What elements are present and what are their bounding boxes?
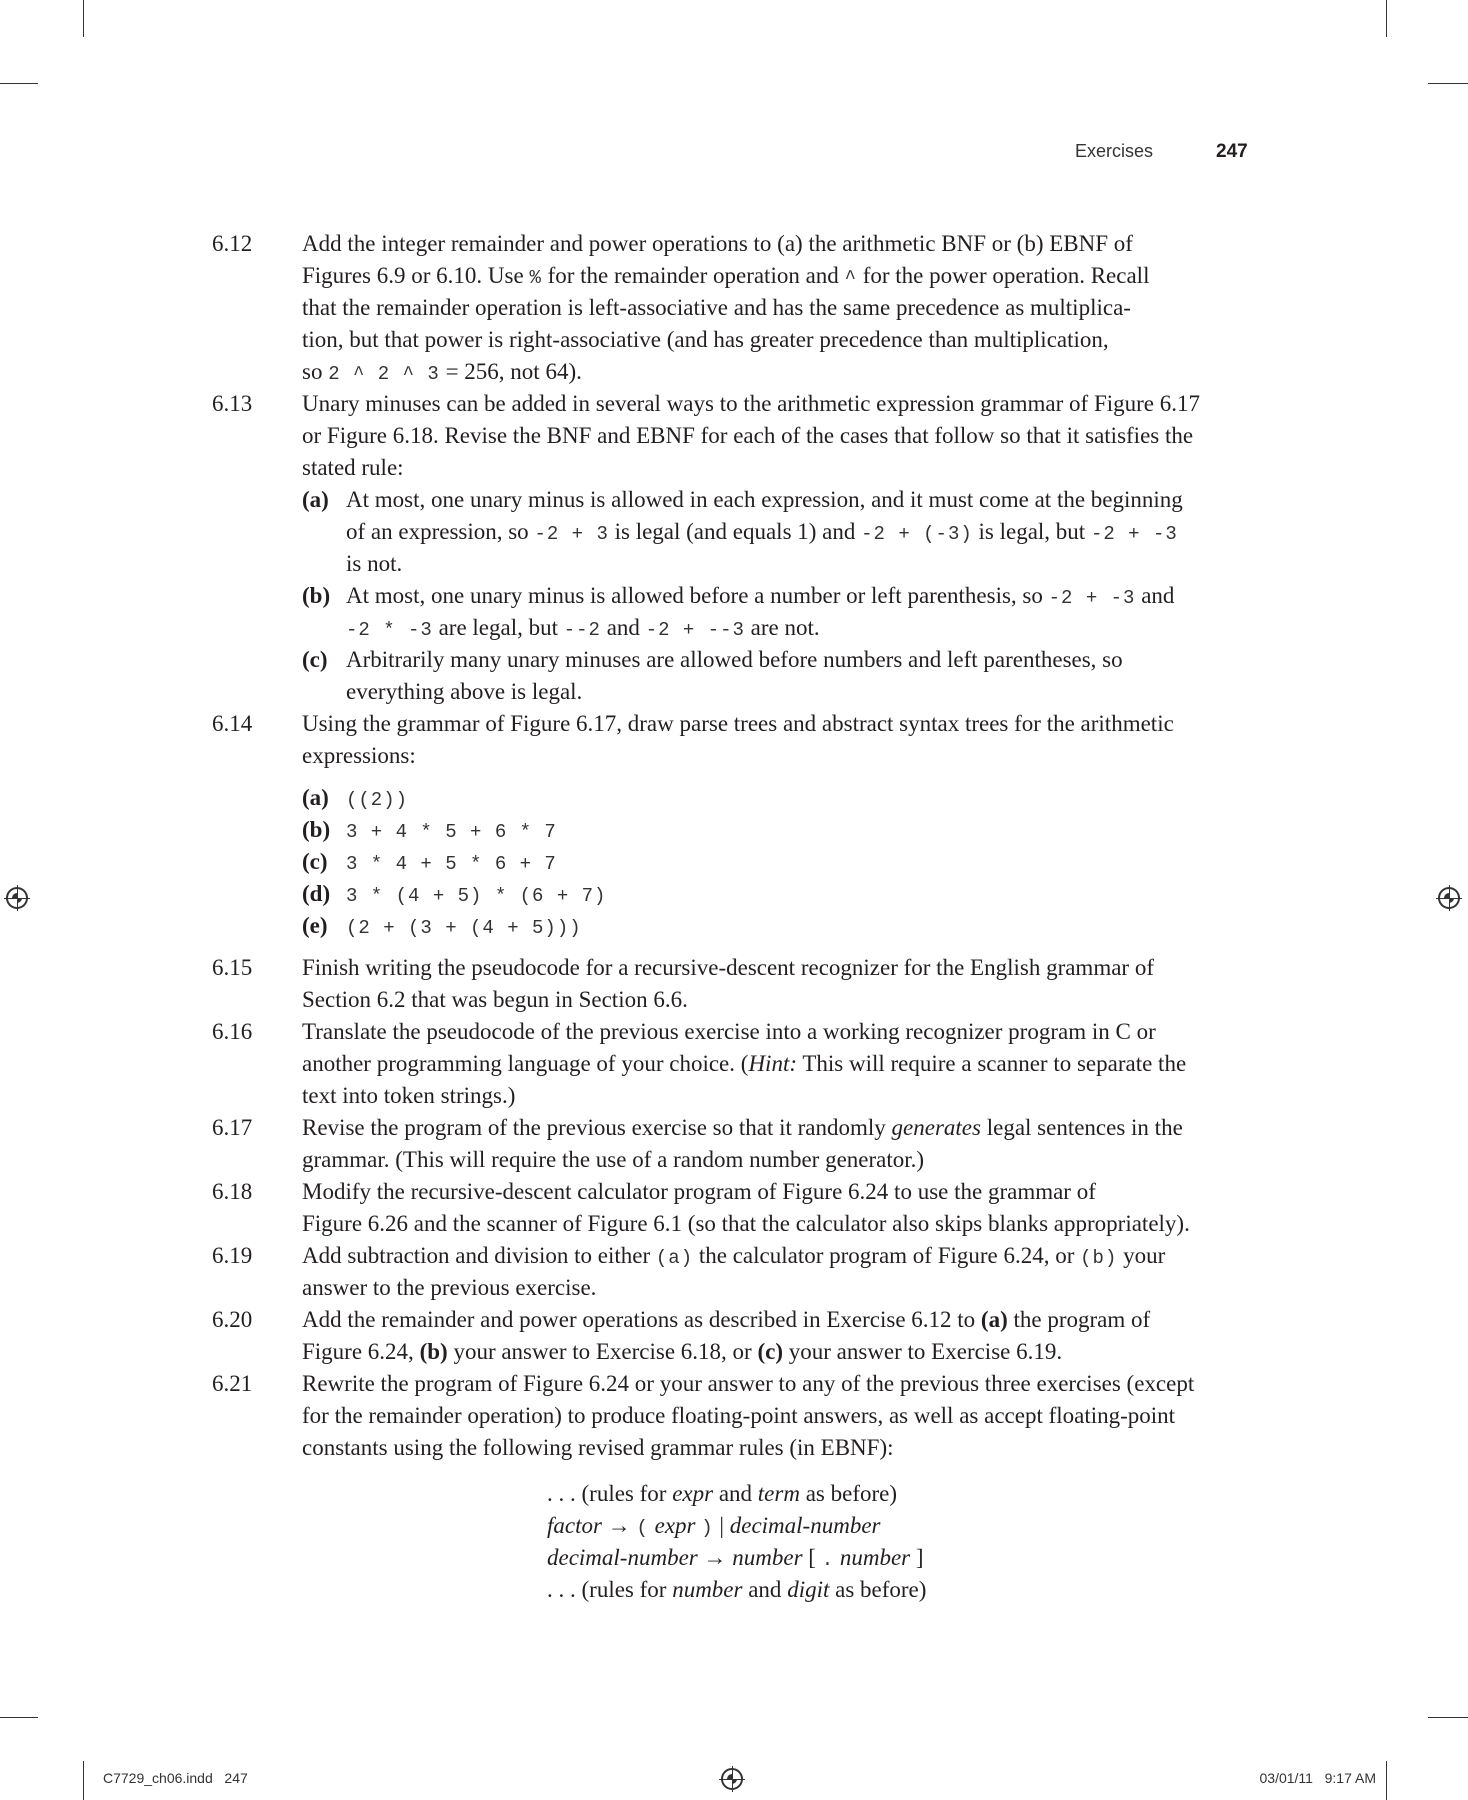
expression: [346, 878, 1272, 910]
exercise-text: [302, 1240, 1272, 1304]
exercise-text: [302, 1368, 1272, 1606]
code-fragment: -2 + -3: [1090, 523, 1178, 545]
crop-mark: [0, 83, 38, 84]
grammar-rule: . . . (rules for expr and term as before): [547, 1481, 898, 1506]
expression-item: [302, 814, 1272, 846]
italic-text: digit: [787, 1577, 830, 1602]
registration-mark-icon: [721, 1768, 743, 1790]
part-label: (c): [302, 647, 328, 672]
text-line: Figures 6.9 or 6.10. Use % for the remainder operation and ^ for the power operation. Recall: [302, 263, 1150, 289]
exercise-text: [302, 1112, 1272, 1176]
italic-text: number: [672, 1577, 743, 1602]
exercise-6-16: [212, 1016, 1272, 1112]
italic-text: expr: [672, 1481, 714, 1506]
crop-mark: [0, 1717, 38, 1718]
text-line: Translate the pseudocode of the previous exercise into a working recognizer program in C or: [302, 1019, 1156, 1044]
italic-text: decimal-number: [729, 1513, 881, 1538]
exercise-6-20: [212, 1304, 1272, 1368]
text-line: -2 * -3 are legal, but --2 and -2 + --3 are not.: [346, 615, 820, 641]
text-line: stated rule:: [302, 455, 404, 480]
text-line: Revise the program of the previous exercise so that it randomly generates legal sentences in the: [302, 1115, 1183, 1140]
italic-text: generates: [891, 1115, 981, 1140]
exercise-part: [302, 484, 1272, 580]
exercise-text: [302, 1304, 1272, 1368]
code-fragment: .: [821, 1549, 835, 1571]
bold-label: (a): [980, 1307, 1008, 1332]
exercise-6-14: [212, 708, 1272, 942]
expression-item: [302, 846, 1272, 878]
code-fragment: -2 + (-3): [861, 523, 973, 545]
crop-mark: [1386, 0, 1387, 37]
code-fragment: ^: [844, 267, 857, 289]
text-line: Finish writing the pseudocode for a recursive-descent recognizer for the English grammar of: [302, 955, 1154, 980]
code-fragment: -2 * -3: [346, 619, 433, 641]
code-fragment: %: [529, 267, 542, 289]
text-line: expressions:: [302, 743, 416, 768]
text-line: Add the integer remainder and power operations to (a) the arithmetic BNF or (b) EBNF of: [302, 231, 1133, 256]
code-fragment: (b): [1080, 1247, 1118, 1269]
exercise-6-13: [212, 388, 1272, 708]
exercise-text: [302, 228, 1272, 388]
grammar-rule: decimal-number → number [ . number ]: [547, 1545, 924, 1571]
crop-mark: [83, 1761, 84, 1800]
text-line: so 2 ^ 2 ^ 3 = 256, not 64).: [302, 359, 582, 385]
code-fragment: 3 * (4 + 5) * (6 + 7): [346, 885, 607, 907]
registration-mark-icon: [1438, 887, 1460, 909]
italic-text: expr: [654, 1513, 696, 1538]
expression-item: [302, 782, 1272, 814]
crop-mark: [1428, 83, 1468, 84]
expression-item: [302, 878, 1272, 910]
part-text: [346, 484, 1272, 580]
part-label: (e): [302, 913, 328, 938]
text-line: Arbitrarily many unary minuses are allowed before numbers and left parentheses, so: [346, 647, 1123, 672]
exercise-number: 6.21: [212, 1371, 253, 1396]
italic-text: number: [839, 1545, 911, 1570]
exercise-number: 6.13: [212, 391, 253, 416]
text-line: Modify the recursive-descent calculator program of Figure 6.24 to use the grammar of: [302, 1179, 1096, 1204]
text-line: Figure 6.24, (b) your answer to Exercise 6.18, or (c) your answer to Exercise 6.19.: [302, 1339, 1063, 1364]
exercise-6-12: [212, 228, 1272, 388]
part-label: (d): [302, 881, 331, 906]
part-label: (a): [302, 487, 329, 512]
text-line: for the remainder operation) to produce floating-point answers, as well as accept floating-point: [302, 1403, 1176, 1428]
code-fragment: ): [701, 1517, 714, 1539]
exercise-number: 6.15: [212, 955, 253, 980]
exercise-text: [302, 708, 1272, 942]
expression: [346, 910, 1272, 942]
expression: [346, 782, 1272, 814]
expression-item: [302, 910, 1272, 942]
text-line: that the remainder operation is left-associative and has the same precedence as multiplica-: [302, 295, 1131, 320]
footer-file-info: C7729_ch06.indd 247: [103, 1770, 248, 1786]
part-text: [346, 644, 1272, 708]
text-line: or Figure 6.18. Revise the BNF and EBNF for each of the cases that follow so that it satisfies the: [302, 423, 1194, 448]
exercise-6-18: [212, 1176, 1272, 1240]
text-line: Using the grammar of Figure 6.17, draw parse trees and abstract syntax trees for the arithmetic: [302, 711, 1174, 736]
bold-label: (b): [419, 1339, 448, 1364]
crop-mark: [1386, 1761, 1387, 1800]
exercise-number: 6.16: [212, 1019, 253, 1044]
exercise-number: 6.19: [212, 1243, 253, 1268]
part-label: (b): [302, 583, 331, 608]
grammar-rules: [547, 1478, 1272, 1606]
code-fragment: -2 + --3: [645, 619, 745, 641]
text-line: text into token strings.): [302, 1083, 516, 1108]
bold-label: (c): [757, 1339, 783, 1364]
text-line: Unary minuses can be added in several ways to the arithmetic expression grammar of Figure 6.17: [302, 391, 1201, 416]
exercise-part: [302, 644, 1272, 708]
text-line: At most, one unary minus is allowed in each expression, and it must come at the beginning: [346, 487, 1183, 512]
exercise-number: 6.18: [212, 1179, 253, 1204]
italic-text: decimal-number: [547, 1545, 698, 1570]
code-fragment: 3 * 4 + 5 * 6 + 7: [346, 853, 557, 875]
text-line: Figure 6.26 and the scanner of Figure 6.1 (so that the calculator also skips blanks appropriately).: [302, 1211, 1190, 1236]
italic-text: number: [732, 1545, 803, 1570]
text-line: constants using the following revised grammar rules (in EBNF):: [302, 1435, 894, 1460]
code-fragment: ((2)): [346, 789, 409, 811]
code-fragment: -2 + -3: [1048, 587, 1136, 609]
exercise-text: [302, 388, 1272, 708]
exercise-6-19: [212, 1240, 1272, 1304]
expression: [346, 846, 1272, 878]
text-line: another programming language of your choice. (Hint: This will require a scanner to separate the: [302, 1051, 1187, 1076]
exercise-text: [302, 1176, 1272, 1240]
grammar-rule: . . . (rules for number and digit as before): [547, 1577, 927, 1602]
exercise-number: 6.14: [212, 711, 253, 736]
exercise-part: [302, 580, 1272, 644]
part-text: [346, 580, 1272, 644]
text-line: answer to the previous exercise.: [302, 1275, 597, 1300]
code-fragment: -2 + 3: [534, 523, 609, 545]
text-line: At most, one unary minus is allowed before a number or left parenthesis, so -2 + -3 and: [346, 583, 1175, 609]
code-fragment: (: [636, 1517, 649, 1539]
text-line: Rewrite the program of Figure 6.24 or your answer to any of the previous three exercises (except: [302, 1371, 1195, 1396]
exercise-6-21: [212, 1368, 1272, 1606]
text-line: Add the remainder and power operations as described in Exercise 6.12 to (a) the program of: [302, 1307, 1151, 1332]
exercise-6-15: [212, 952, 1272, 1016]
registration-mark-icon: [6, 887, 28, 909]
text-line: of an expression, so -2 + 3 is legal (and equals 1) and -2 + (-3) is legal, but -2 + -3: [346, 519, 1178, 545]
code-fragment: --2: [563, 619, 601, 641]
exercise-text: [302, 1016, 1272, 1112]
text-line: everything above is legal.: [346, 679, 583, 704]
expression: [346, 814, 1272, 846]
exercise-number: 6.17: [212, 1115, 253, 1140]
italic-text: term: [757, 1481, 800, 1506]
exercise-text: [302, 952, 1272, 1016]
exercise-list: [212, 228, 1272, 1606]
exercise-number: 6.12: [212, 231, 253, 256]
part-label: (a): [302, 785, 329, 810]
running-header-section: Exercises: [1075, 141, 1154, 161]
text-line: Section 6.2 that was begun in Section 6.6.: [302, 987, 688, 1012]
italic-text: Hint:: [748, 1051, 797, 1076]
text-line: Add subtraction and division to either (a) the calculator program of Figure 6.24, or (b) your: [302, 1243, 1166, 1269]
footer-datetime: 03/01/11 9:17 AM: [1259, 1770, 1376, 1786]
code-fragment: 3 + 4 * 5 + 6 * 7: [346, 821, 557, 843]
grammar-rule: factor → ( expr ) | decimal-number: [547, 1513, 881, 1539]
part-label: (c): [302, 849, 328, 874]
code-fragment: (a): [655, 1247, 694, 1269]
code-fragment: (2 + (3 + (4 + 5))): [346, 917, 582, 939]
exercise-6-17: [212, 1112, 1272, 1176]
text-line: tion, but that power is right-associative (and has greater precedence than multiplication,: [302, 327, 1109, 352]
page-number: 247: [1216, 141, 1248, 162]
crop-mark: [83, 0, 84, 37]
expression-list: [302, 782, 1272, 942]
exercise-number: 6.20: [212, 1307, 253, 1332]
code-fragment: 2 ^ 2 ^ 3: [328, 363, 440, 385]
part-label: (b): [302, 817, 331, 842]
crop-mark: [1428, 1717, 1468, 1718]
text-line: is not.: [346, 551, 403, 576]
text-line: grammar. (This will require the use of a random number generator.): [302, 1147, 925, 1172]
italic-text: factor: [547, 1513, 602, 1538]
